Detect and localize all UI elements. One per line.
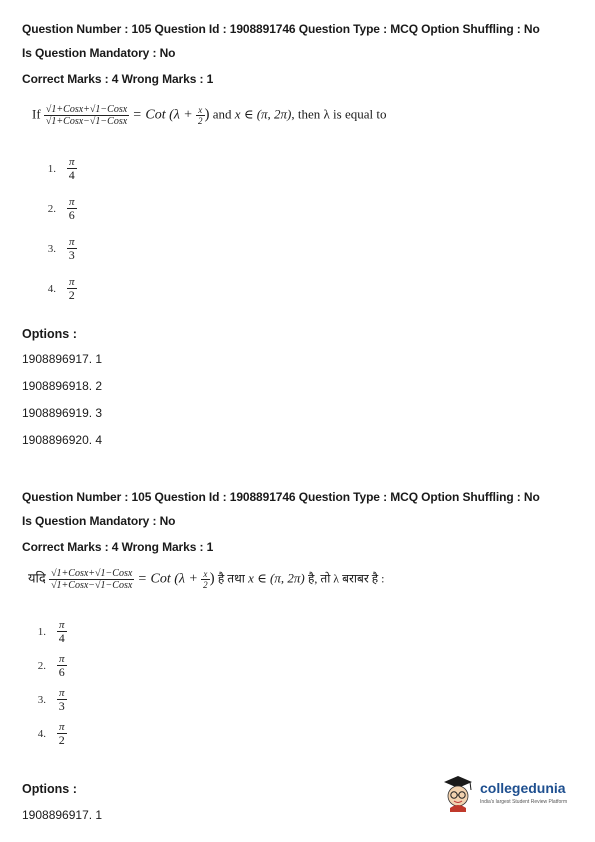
question-and: है तथा bbox=[217, 571, 245, 586]
options-heading: Options : bbox=[22, 782, 77, 796]
question-and: and bbox=[212, 106, 232, 122]
fraction-numerator: √1+Cosx+√1−Cosx bbox=[45, 104, 128, 115]
option-id-line: 1908896918. 2 bbox=[22, 379, 103, 393]
fraction-denominator: √1+Cosx−√1−Cosx bbox=[45, 116, 128, 127]
mandatory-line: Is Question Mandatory : No bbox=[22, 46, 176, 60]
answer-choice: 4. $\frac{\pi}{2}$ bbox=[47, 276, 75, 302]
student-mascot-icon bbox=[440, 772, 476, 812]
option-id-line: 1908896917. 1 bbox=[22, 808, 103, 822]
fraction-numerator: √1+Cosx+√1−Cosx bbox=[51, 568, 133, 579]
options-heading: Options : bbox=[22, 327, 77, 341]
collegedunia-logo bbox=[440, 772, 590, 812]
answer-choice: 3. $\frac{\pi}{3}$ bbox=[47, 236, 75, 262]
question-tail: है, तो λ बराबर है : bbox=[307, 571, 385, 586]
answer-choice: 3. $\frac{\pi}{3}$ bbox=[37, 687, 65, 713]
domain-condition: x ∈ (π, 2π) bbox=[248, 570, 305, 586]
option-id-line: 1908896917. 1 bbox=[22, 352, 103, 366]
answer-choice: 1. $\frac{\pi}{4}$ bbox=[47, 156, 75, 182]
marks-line: Correct Marks : 4 Wrong Marks : 1 bbox=[22, 72, 214, 86]
x-over-two: $\frac{x}{2}$ bbox=[203, 569, 208, 590]
option-id-line: 1908896920. 4 bbox=[22, 433, 103, 447]
cot-expression: = Cot (λ + bbox=[132, 107, 193, 123]
mandatory-line: Is Question Mandatory : No bbox=[22, 514, 176, 528]
logo-wordmark: collegedunia bbox=[480, 780, 566, 796]
question-meta-line: Question Number : 105 Question Id : 1908891746 Question Type : MCQ Option Shuffling : No bbox=[22, 490, 540, 504]
answer-choice: 4. $\frac{\pi}{2}$ bbox=[37, 721, 65, 747]
marks-line: Correct Marks : 4 Wrong Marks : 1 bbox=[22, 540, 214, 554]
domain-condition: x ∈ (π, 2π) bbox=[234, 106, 292, 122]
question-text: If $\frac{\text{√1+Cosx+√1−Cosx}}{\text{√1+Cosx−√1−Cosx}}$ = Cot (λ + $\frac{x}{2}$ ) and x ∈ (π, 2π), then λ is equal to bbox=[32, 104, 387, 127]
question-meta-line: Question Number : 105 Question Id : 1908891746 Question Type : MCQ Option Shuffling : No bbox=[22, 22, 540, 36]
logo-tagline: India's largest Student Review Platform bbox=[480, 799, 568, 805]
answer-choice: 2. $\frac{\pi}{6}$ bbox=[47, 196, 75, 222]
question-prefix: यदि bbox=[28, 570, 46, 586]
answer-choice: 1. $\frac{\pi}{4}$ bbox=[37, 619, 65, 645]
question-text: यदि $\frac{\text{√1+Cosx+√1−Cosx}}{\text{√1+Cosx−√1−Cosx}}$ = Cot (λ + $\frac{x}{2}$ ) है तथा x ∈ (π, 2π) है, तो λ बराबर है : bbox=[28, 568, 385, 591]
question-fraction bbox=[44, 104, 129, 127]
question-fraction bbox=[49, 568, 134, 591]
answer-choice: 2. $\frac{\pi}{6}$ bbox=[37, 653, 65, 679]
option-id-line: 1908896919. 3 bbox=[22, 406, 103, 420]
fraction-denominator: √1+Cosx−√1−Cosx bbox=[51, 580, 133, 591]
question-prefix: If bbox=[32, 106, 41, 122]
x-over-two: $\frac{x}{2}$ bbox=[198, 105, 203, 126]
cot-expression: = Cot (λ + bbox=[137, 571, 198, 587]
question-tail: , then λ is equal to bbox=[291, 106, 387, 122]
